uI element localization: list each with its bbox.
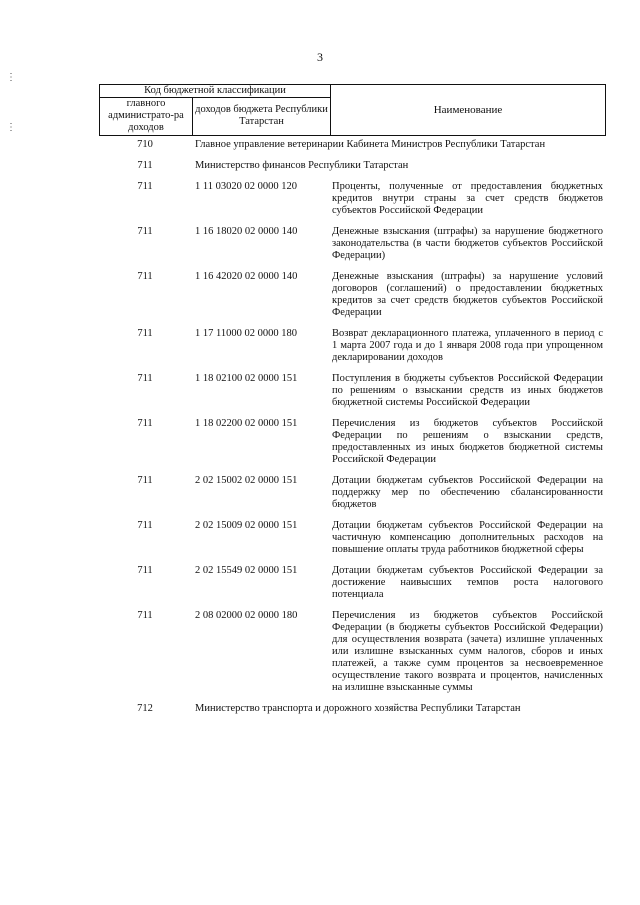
table-row [99,160,606,172]
page-number: 3 [317,50,323,64]
row-name: Поступления в бюджеты субъектов Российской Федерации по решениям о взыскании средств из иных бюджетов бюджетной системы Российской Федерации [332,373,603,408]
row-admin-code: 711 [137,271,153,282]
row-income-code: 1 16 42020 02 0000 140 [195,271,298,282]
row-admin-code: 710 [137,139,153,150]
row-name: Перечисления из бюджетов субъектов Российской Федерации (в бюджеты субъектов Российской Федерации) для осуществления возврата (зачета) излишне уплаченных или излишне взысканных сумм налогов, сборов и иных платежей, а также сумм процентов за несвоевременное осуществление такого возврата и процентов, начисленных на излишне взысканные суммы [332,610,603,693]
row-section-title: Главное управление ветеринарии Кабинета Министров Республики Татарстан [195,139,546,150]
row-name: Перечисления из бюджетов субъектов Российской Федерации по решениям о взыскании средств, предоставленных из иных бюджетов бюджетной системы Российской Федерации [332,418,603,465]
table-row [99,328,606,364]
row-income-code: 2 02 15009 02 0000 151 [195,520,298,531]
row-income-code: 2 08 02000 02 0000 180 [195,610,298,621]
header-admin-column: главного администрато-ра доходов [100,98,193,135]
table-row [99,271,606,319]
row-admin-code: 712 [137,703,153,714]
row-admin-code: 711 [137,565,153,576]
row-admin-code: 711 [137,226,153,237]
row-income-code: 1 18 02100 02 0000 151 [195,373,298,384]
row-admin-code: 711 [137,418,153,429]
row-name: Денежные взыскания (штрафы) за нарушение бюджетного законодательства (в части бюджетов субъектов Российской Федерации) [332,226,603,261]
table-row [99,520,606,556]
table-row [99,703,606,715]
row-name: Проценты, полученные от предоставления бюджетных кредитов внутри страны за счет средств бюджетов субъектов Российской Федерации [332,181,603,216]
table-row [99,373,606,409]
table-row [99,226,606,262]
row-name: Дотации бюджетам субъектов Российской Федерации на частичную компенсацию дополнительных расходов на повышение оплаты труда работников бюджетной сферы [332,520,603,555]
table-row [99,139,606,151]
row-income-code: 1 11 03020 02 0000 120 [195,181,297,192]
row-income-code: 1 16 18020 02 0000 140 [195,226,298,237]
table-row [99,475,606,511]
row-name: Денежные взыскания (штрафы) за нарушение условий договоров (соглашений) о предоставлении бюджетных кредитов за счет средств бюджетов субъектов Российской Федерации [332,271,603,318]
row-admin-code: 711 [137,520,153,531]
row-admin-code: 711 [137,181,153,192]
row-name: Дотации бюджетам субъектов Российской Федерации на поддержку мер по обеспечению сбалансированности бюджетов [332,475,603,510]
row-admin-code: 711 [137,160,153,171]
table-row [99,610,606,694]
row-income-code: 1 17 11000 02 0000 180 [195,328,297,339]
header-group-label: Код бюджетной классификации [100,85,330,98]
row-income-code: 2 02 15549 02 0000 151 [195,565,298,576]
row-name: Дотации бюджетам субъектов Российской Федерации за достижение наивысших темпов роста налогового потенциала [332,565,603,600]
row-section-title: Министерство финансов Республики Татарстан [195,160,409,171]
table-row [99,418,606,466]
row-admin-code: 711 [137,328,153,339]
table-row [99,565,606,601]
table-body [99,139,606,724]
table-header [99,84,606,136]
margin-mark: ⋮ [6,122,16,133]
table-row [99,181,606,217]
row-admin-code: 711 [137,475,153,486]
row-name: Возврат декларационного платежа, уплаченного в период с 1 марта 2007 года и до 1 января 2008 года при упрощенном декларировании доходов [332,328,603,363]
row-income-code: 2 02 15002 02 0000 151 [195,475,298,486]
row-admin-code: 711 [137,610,153,621]
row-income-code: 1 18 02200 02 0000 151 [195,418,298,429]
header-name-column: Наименование [433,104,503,116]
header-code-column: доходов бюджета Республики Татарстан [195,104,328,127]
row-admin-code: 711 [137,373,153,384]
margin-mark: ⋮ [6,72,16,83]
row-section-title: Министерство транспорта и дорожного хозяйства Республики Татарстан [195,703,521,714]
